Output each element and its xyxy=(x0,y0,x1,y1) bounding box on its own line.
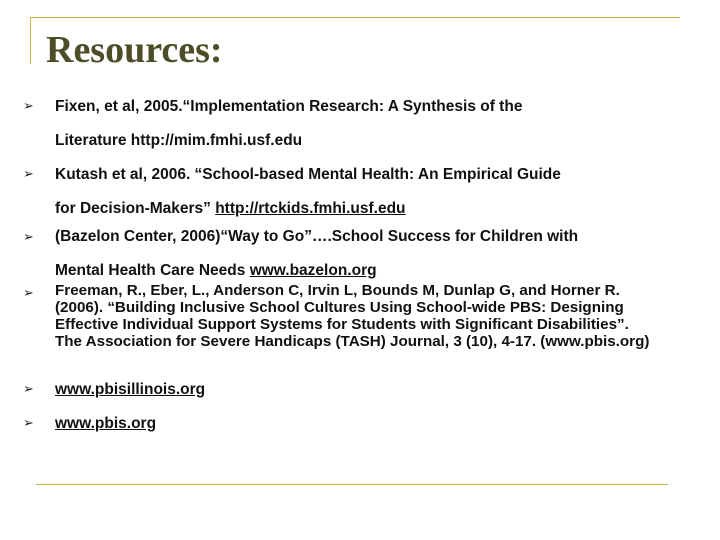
bazelon-link[interactable]: www.bazelon.org xyxy=(249,262,377,279)
frame-top-rule xyxy=(30,17,680,18)
pbis-link[interactable]: www.pbis.org xyxy=(55,415,157,432)
arrow-bullet-icon: ➢ xyxy=(23,382,34,397)
resource-text: for Decision-Makers” xyxy=(55,200,216,217)
resource-text: Kutash et al, 2006. “School-based Mental Health: An Empirical Guide xyxy=(55,166,561,183)
rtckids-link[interactable]: http://rtckids.fmhi.usf.edu xyxy=(215,200,406,217)
resource-item-freeman: Freeman, R., Eber, L., Anderson C, Irvin L, Bounds M, Dunlap G, and Horner R. (2006). “Building Inclusive School Cultures Using School-wide PBS: Designing Effective Individual Support Systems for Students with Significant Disabilities”. The Association for Severe Handicaps (TASH) Journal, 3 (10), 4-17. (www.pbis.org) xyxy=(55,282,650,350)
resource-item-fixen xyxy=(55,90,675,158)
resource-item-kutash xyxy=(55,158,675,226)
arrow-bullet-icon: ➢ xyxy=(23,416,34,431)
frame-left-rule xyxy=(30,17,31,64)
resource-item-bazelon xyxy=(55,220,675,288)
arrow-bullet-icon: ➢ xyxy=(23,230,34,245)
resource-text: (Bazelon Center, 2006)“Way to Go”….School Success for Children with xyxy=(55,228,579,245)
arrow-bullet-icon: ➢ xyxy=(23,167,34,182)
pbisillinois-link[interactable]: www.pbisillinois.org xyxy=(55,381,206,398)
frame-bottom-rule xyxy=(36,484,668,485)
resource-text: Mental Health Care Needs xyxy=(55,262,250,279)
resource-text: Literature http://mim.fmhi.usf.edu xyxy=(55,132,303,149)
resource-text: Fixen, et al, 2005.“Implementation Research: A Synthesis of the xyxy=(55,98,523,115)
arrow-bullet-icon: ➢ xyxy=(23,99,34,114)
resource-item-pbis xyxy=(55,414,675,434)
arrow-bullet-icon: ➢ xyxy=(23,286,34,301)
slide-title: Resources: xyxy=(46,29,223,71)
resource-item-pbisillinois xyxy=(55,380,675,400)
